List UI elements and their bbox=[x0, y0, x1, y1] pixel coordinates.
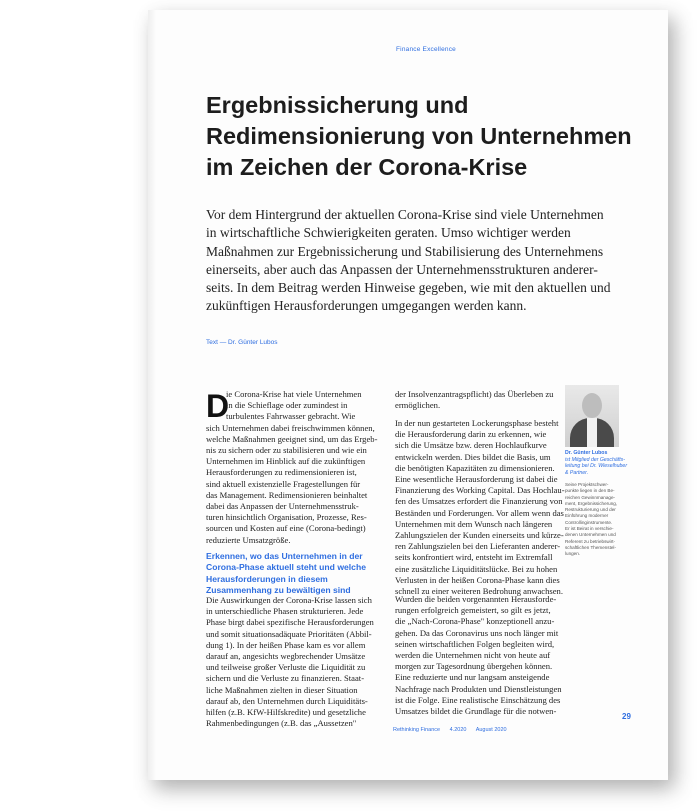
subhead-line: Zusammenhang zu bewältigen sind bbox=[206, 584, 351, 595]
body-line: Rahmenbedingungen (z.B. das „Aussetzen" bbox=[206, 718, 357, 729]
body-line: dung 1). In der heißen Phase kam es vor allem bbox=[206, 639, 366, 650]
body-line: liche Maßnahmen zielten in dieser Situation bbox=[206, 684, 358, 695]
body-line: reduzierte Umsatzgröße. bbox=[206, 534, 291, 545]
body-line: rungen erfolgreich gemeistert, so gilt es jetzt, bbox=[395, 605, 551, 616]
column-left-body bbox=[206, 595, 391, 729]
body-line: eine zusätzliche Liquiditätslücke. Bei zu hohen bbox=[395, 563, 558, 574]
body-line: ie Corona-Krise hat viele Unternehmen bbox=[226, 389, 362, 399]
body-line: und teilweise großer Verluste die Liquidität zu bbox=[206, 662, 366, 673]
body-line: turen hinsichtlich Organisation, Prozesse, Res- bbox=[206, 512, 367, 523]
author-name: Dr. Günter Lubos bbox=[565, 450, 608, 456]
body-line: hilfen (z.B. KfW-Hilfskredite) und gesetzliche bbox=[206, 707, 366, 718]
body-line: der Insolvenzantragspflicht) das Überleben zu bbox=[395, 389, 554, 399]
page-number: 29 bbox=[622, 712, 631, 721]
body-line: dabei das Anpassen der Unternehmensstruk- bbox=[206, 501, 359, 512]
body-line: sich die Umsätze bzw. deren Hochlaufkurve bbox=[395, 440, 547, 451]
body-line: Unternehmen mit dem Wunsch nach längeren bbox=[395, 518, 553, 529]
body-line: ren Zahlungszielen bei den Lieferanten anderer- bbox=[395, 541, 561, 552]
lead-line: in wirtschaftliche Schwierigkeiten geraten. Umso wichtiger werden bbox=[206, 225, 571, 241]
body-line: Umsatzes bildet die Grundlage für die notwen- bbox=[395, 706, 557, 717]
body-line: die „Nach-Corona-Phase" konzeptionell anzu- bbox=[395, 616, 555, 627]
document-page bbox=[148, 10, 668, 780]
body-line: sich Unternehmen dabei freischwimmen können, bbox=[206, 422, 375, 433]
body-line: seinen wirtschaftlichen Folgen begleiten wird, bbox=[395, 638, 555, 649]
title-line: Ergebnissicherung und bbox=[206, 92, 469, 118]
title-line: Redimensionierung von Unternehmen bbox=[206, 123, 632, 149]
body-line: schnell zu einer weiteren Bedrohung anwachsen. bbox=[395, 586, 563, 597]
author-role-line: leitung bei Dr. Wieselhuber bbox=[565, 463, 628, 470]
author-bio-line: Einführung moderner bbox=[565, 513, 609, 519]
drop-cap: D bbox=[206, 388, 230, 424]
author-bio-line: reichen Gewinnmanage- bbox=[565, 494, 616, 500]
body-line: sourcen und Kosten auf eine (Corona-bedingt) bbox=[206, 523, 366, 534]
body-line: in die Schieflage oder zumindest in bbox=[226, 400, 348, 411]
body-line: darauf an, angesichts wegbrechender Umsätze bbox=[206, 651, 366, 662]
author-bio-line: Er ist Beirat in verschie- bbox=[565, 526, 614, 532]
body-line: Zahlungszielen der Kunden einerseits und kürze- bbox=[395, 530, 564, 541]
author-bio-line: schaftlichen Themenstel- bbox=[565, 544, 616, 550]
body-line: Die Auswirkungen der Corona-Krise lassen sich bbox=[206, 595, 372, 605]
body-line: die Herausforderung darin zu erkennen, wie bbox=[395, 429, 547, 440]
body-line: morgen zur Tagesordnung übergehen können. bbox=[395, 661, 553, 672]
body-line: in unterschiedliche Phasen strukturieren. Jede bbox=[206, 606, 364, 617]
author-photo-head bbox=[582, 393, 602, 418]
subhead-line: Corona-Phase aktuell steht und welche bbox=[206, 562, 366, 573]
body-line: ermöglichen. bbox=[395, 400, 441, 411]
body-line: In der nun gestarteten Lockerungsphase besteht bbox=[395, 418, 559, 428]
column-left bbox=[206, 389, 391, 546]
body-line: darauf ab, den Unternehmen durch Liquiditäts- bbox=[206, 695, 368, 706]
body-line: und somit situationsadäquate Prioritäten (Abbil- bbox=[206, 628, 372, 639]
body-line: die benötigten Kapazitäten zu dimensionieren. bbox=[395, 462, 555, 473]
author-bio-line: Restrukturierung und der bbox=[565, 507, 616, 513]
footer-publication: Rethinking Finance bbox=[393, 727, 441, 733]
article-title bbox=[206, 90, 646, 183]
column-middle bbox=[395, 389, 583, 411]
body-line: sind aktuell existenzielle Fragestellungen für bbox=[206, 478, 361, 489]
section-kicker: Finance Excellence bbox=[396, 46, 456, 53]
body-line: Wurden die beiden vorgenannten Herausforde- bbox=[395, 594, 557, 604]
author-bio-line: punkte liegen in den Be- bbox=[565, 488, 615, 494]
author-bio-line: Referent zu betriebswirt- bbox=[565, 538, 616, 544]
body-line: das Management. Redimensionieren beinhaltet bbox=[206, 489, 368, 500]
column-middle-para-3 bbox=[395, 594, 583, 717]
body-line: sichern und die Verluste zu finanzieren. Staat- bbox=[206, 673, 365, 684]
body-line: Nachfrage nach Produkten und Dienstleistungen bbox=[395, 683, 562, 694]
lead-line: einerseits, aber auch das Anpassen der Unternehmensstrukturen anderer- bbox=[206, 261, 598, 277]
author-bio-line: Seine Projektschwer- bbox=[565, 482, 609, 487]
author-photo bbox=[565, 385, 619, 447]
author-role bbox=[565, 457, 627, 476]
footer-date: August 2020 bbox=[475, 727, 507, 733]
body-line: Eine wesentliche Herausforderung ist dabei die bbox=[395, 474, 558, 485]
article-lead bbox=[206, 206, 651, 316]
body-line: seits konfrontiert wird, entsteht im Extremfall bbox=[395, 552, 553, 563]
author-bio-line: denen Unternehmen und bbox=[565, 532, 616, 538]
lead-line: seits. In dem Beitrag werden Hinweise gegeben, wie mit den aktuellen und bbox=[206, 280, 611, 296]
author-bio-line: Controllinginstrumente. bbox=[565, 519, 613, 525]
body-line: Phase birgt dabei spezifische Herausforderungen bbox=[206, 617, 374, 628]
column-middle-para-2 bbox=[395, 418, 583, 597]
body-line: nis zu sichern oder zu stabilisieren und wie ein bbox=[206, 445, 367, 456]
lead-line: Maßnahmen zur Ergebnissicherung und Stabilisierung des Unternehmens bbox=[206, 243, 604, 259]
body-line: Eine reduzierte und nur langsam ansteigende bbox=[395, 672, 550, 683]
author-byline: Text — Dr. Günter Lubos bbox=[206, 339, 278, 346]
body-line: turbulentes Fahrwasser gebracht. Wie bbox=[226, 411, 356, 422]
author-bio-line: ment, Ergebnissicherung, bbox=[565, 500, 618, 506]
author-role-line: ist Mitglied der Geschäfts- bbox=[565, 457, 625, 463]
body-line: gehen. Da das Coronavirus uns noch länger mit bbox=[395, 627, 559, 638]
body-line: werden die Unternehmen nicht von heute auf bbox=[395, 650, 551, 661]
body-line: Herausforderungen zu redimensionieren ist, bbox=[206, 467, 357, 478]
author-bio bbox=[565, 482, 617, 558]
section-subheading bbox=[206, 551, 392, 596]
author-role-line: & Partner. bbox=[565, 469, 589, 476]
body-line: welche Maßnahmen geeignet sind, um das Ergeb- bbox=[206, 433, 378, 444]
page-footer bbox=[393, 727, 515, 733]
body-line: Beständen und Forderungen. Vor allem wenn das bbox=[395, 507, 564, 518]
body-line: Finanzierung des Working Capital. Das Hochlau- bbox=[395, 485, 565, 496]
lead-line: Vor dem Hintergrund der aktuellen Corona-Krise sind viele Unternehmen bbox=[206, 207, 604, 222]
body-line: entwickeln werden. Dies bildet die Basis, um bbox=[395, 451, 551, 462]
body-line: ist die Folge. Eine realistische Einschätzung des bbox=[395, 694, 561, 705]
subhead-line: Erkennen, wo das Unternehmen in der bbox=[206, 551, 363, 561]
author-bio-line: lungen. bbox=[565, 551, 581, 557]
lead-line: zukünftigen Herausforderungen umgegangen werden kann. bbox=[206, 298, 527, 314]
body-line: Verlusten in der heißen Corona-Phase kann dies bbox=[395, 574, 560, 585]
body-line: Unternehmen im Hinblick auf die zukünftigen bbox=[206, 456, 366, 467]
author-photo-shirt bbox=[587, 418, 597, 447]
title-line: im Zeichen der Corona-Krise bbox=[206, 154, 528, 180]
body-line: fen des Umsatzes erfordert die Finanzierung von bbox=[395, 496, 563, 507]
subhead-line: Herausforderungen in diesem bbox=[206, 573, 328, 584]
footer-issue: 4.2020 bbox=[449, 727, 467, 733]
